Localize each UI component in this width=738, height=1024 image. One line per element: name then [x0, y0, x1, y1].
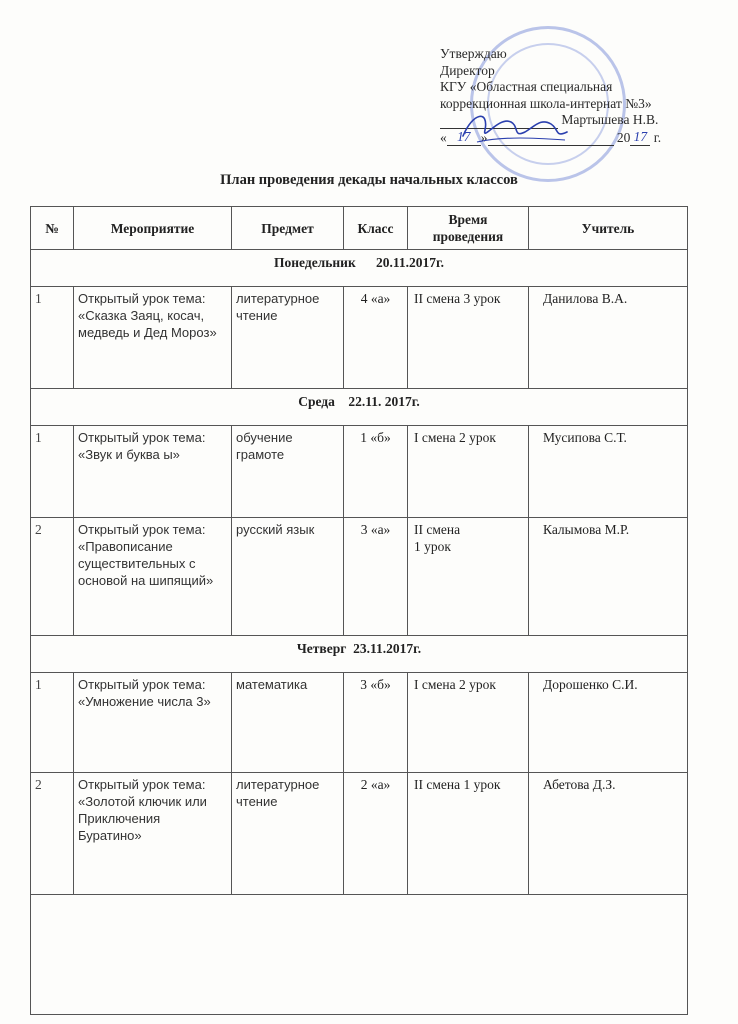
approval-date-line	[440, 129, 710, 147]
date-suffix: г.	[653, 129, 662, 145]
row-event: Открытый урок тема: «Умножение числа 3»	[74, 673, 232, 773]
row-teacher: Дорошенко С.И.	[529, 673, 688, 773]
row-time: II смена 1 урок	[408, 518, 529, 636]
approval-block	[440, 46, 710, 146]
row-subject: русский язык	[232, 518, 344, 636]
table-row	[31, 773, 688, 895]
approval-signature-line	[440, 112, 710, 129]
schedule-table	[30, 206, 688, 1015]
table-row	[31, 673, 688, 773]
row-event: Открытый урок тема: «Правописание существительных с основой на шипящий»	[74, 518, 232, 636]
header-class: Класс	[344, 207, 408, 250]
table-row	[31, 426, 688, 518]
date-day: 17	[447, 129, 481, 147]
row-teacher: Абетова Д.З.	[529, 773, 688, 895]
row-time: I смена 2 урок	[408, 426, 529, 518]
table-header-row	[31, 207, 688, 250]
approval-position: Директор	[440, 62, 495, 78]
day-label: Понедельник 20.11.2017г.	[31, 250, 688, 287]
row-number: 1	[31, 287, 74, 389]
row-subject: литературное чтение	[232, 773, 344, 895]
day-row-monday	[31, 250, 688, 287]
approval-label: Утверждаю	[440, 46, 507, 61]
page-title: План проведения декады начальных классов	[220, 172, 518, 188]
row-subject: обучение грамоте	[232, 426, 344, 518]
date-close-quote: »	[480, 129, 488, 145]
approval-org-line2: коррекционная школа-интернат №3»	[440, 95, 652, 111]
header-subject: Предмет	[232, 207, 344, 250]
day-row-thursday	[31, 636, 688, 673]
row-time: II смена 1 урок	[408, 773, 529, 895]
row-class: 1 «б»	[344, 426, 408, 518]
day-label: Среда 22.11. 2017г.	[31, 389, 688, 426]
approval-signatory: Мартышева Н.В.	[561, 112, 659, 127]
row-class: 2 «а»	[344, 773, 408, 895]
day-label: Четверг 23.11.2017г.	[31, 636, 688, 673]
date-year-prefix: 20	[616, 129, 631, 145]
row-event: Открытый урок тема: «Звук и буква ы»	[74, 426, 232, 518]
table-row	[31, 287, 688, 389]
row-number: 1	[31, 673, 74, 773]
table-row	[31, 518, 688, 636]
row-time: I смена 2 урок	[408, 673, 529, 773]
row-number: 1	[31, 426, 74, 518]
row-class: 4 «а»	[344, 287, 408, 389]
header-teacher: Учитель	[529, 207, 688, 250]
header-event: Мероприятие	[74, 207, 232, 250]
row-time: II смена 3 урок	[408, 287, 529, 389]
date-open-quote: «	[440, 129, 447, 145]
row-number: 2	[31, 518, 74, 636]
header-number: №	[31, 207, 74, 250]
row-event: Открытый урок тема: «Золотой ключик или Приключения Буратино»	[74, 773, 232, 895]
row-teacher: Мусипова С.Т.	[529, 426, 688, 518]
empty-cell	[31, 895, 688, 1015]
date-year-suffix: 17	[630, 129, 650, 147]
row-number: 2	[31, 773, 74, 895]
row-subject: математика	[232, 673, 344, 773]
header-time: Время проведения	[408, 207, 529, 250]
row-teacher: Калымова М.Р.	[529, 518, 688, 636]
row-class: 3 «б»	[344, 673, 408, 773]
empty-row	[31, 895, 688, 1015]
row-class: 3 «а»	[344, 518, 408, 636]
row-teacher: Данилова В.А.	[529, 287, 688, 389]
row-subject: литературное чтение	[232, 287, 344, 389]
day-row-wednesday	[31, 389, 688, 426]
approval-org-line1: КГУ «Областная специальная	[440, 79, 613, 94]
row-event: Открытый урок тема: «Сказка Заяц, косач, медведь и Дед Мороз»	[74, 287, 232, 389]
